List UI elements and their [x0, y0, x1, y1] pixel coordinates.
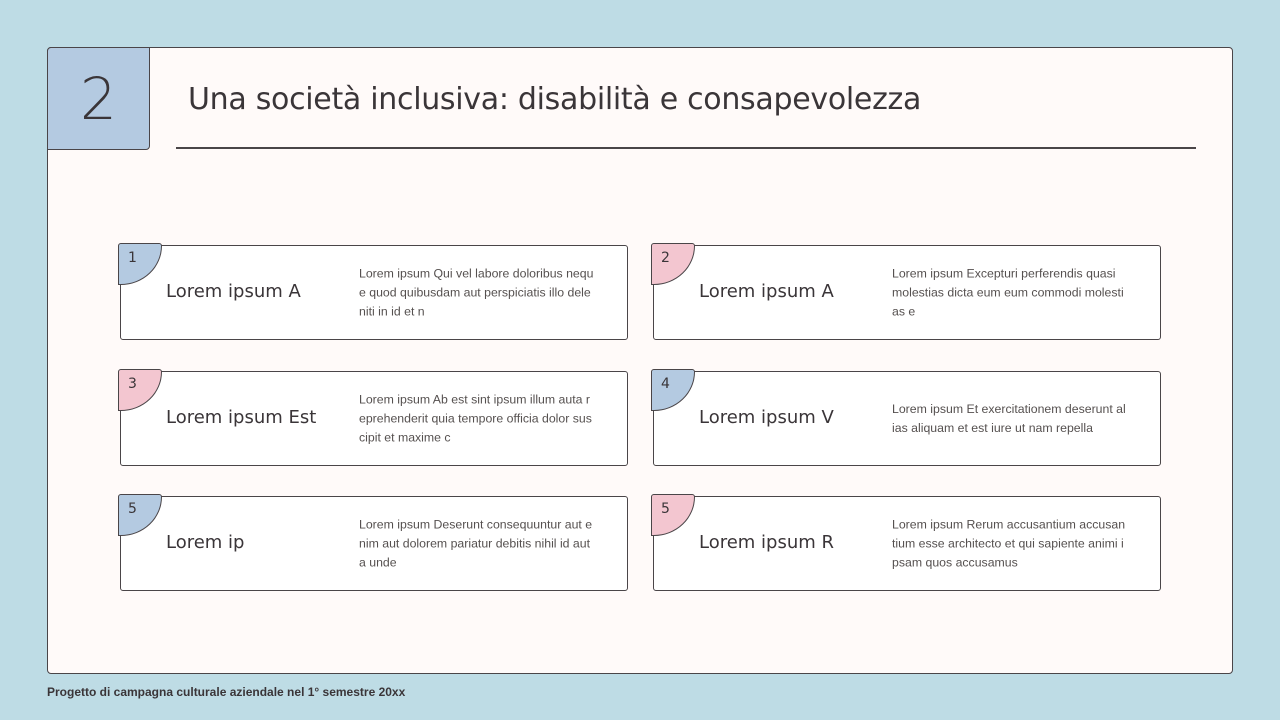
card-number: 5 — [661, 501, 670, 517]
card-2 — [653, 245, 1161, 340]
card-number: 3 — [128, 376, 137, 392]
card-number: 4 — [661, 376, 670, 392]
card-description: Lorem ipsum Qui vel labore doloribus neque quod quibusdam aut perspiciatis illo deleniti in id et n — [359, 266, 594, 318]
card-title: Lorem ipsum V — [699, 407, 834, 428]
card-title: Lorem ipsum R — [699, 532, 835, 553]
card-description: Lorem ipsum Et exercitationem deserunt alias aliquam et est iure ut nam repella — [892, 401, 1126, 435]
number-tab — [118, 243, 162, 285]
card-5 — [120, 496, 628, 591]
card-number: 2 — [661, 250, 670, 266]
card-title: Lorem ipsum A — [699, 281, 834, 302]
slide-title: Una società inclusiva: disabilità e consapevolezza — [188, 82, 922, 117]
section-number: 2 — [47, 47, 150, 150]
card-description: Lorem ipsum Deserunt consequuntur aut enim aut dolorem pariatur debitis nihil id aut a unde — [359, 517, 593, 569]
card-3 — [120, 371, 628, 466]
number-tab — [651, 494, 695, 536]
card-number: 5 — [128, 501, 137, 517]
card-1 — [120, 245, 628, 340]
card-4 — [653, 371, 1161, 466]
card-description: Lorem ipsum Excepturi perferendis quasi molestias dicta eum eum commodi molestias e — [892, 266, 1124, 318]
number-tab — [118, 494, 162, 536]
card-description: Lorem ipsum Ab est sint ipsum illum auta reprehenderit quia tempore officia dolor suscipit et maxime c — [359, 392, 592, 444]
card-title: Lorem ipsum Est — [166, 407, 317, 428]
number-tab — [651, 243, 695, 285]
footer-text: Progetto di campagna culturale aziendale nel 1° semestre 20xx — [47, 685, 406, 699]
card-title: Lorem ip — [166, 532, 245, 553]
card-number: 1 — [128, 250, 137, 266]
title-divider — [176, 147, 1196, 149]
card-description: Lorem ipsum Rerum accusantium accusantium esse architecto et qui sapiente animi ipsam quos accusamus — [892, 517, 1126, 569]
card-title: Lorem ipsum A — [166, 281, 301, 302]
number-tab — [651, 369, 695, 411]
card-6 — [653, 496, 1161, 591]
number-tab — [118, 369, 162, 411]
